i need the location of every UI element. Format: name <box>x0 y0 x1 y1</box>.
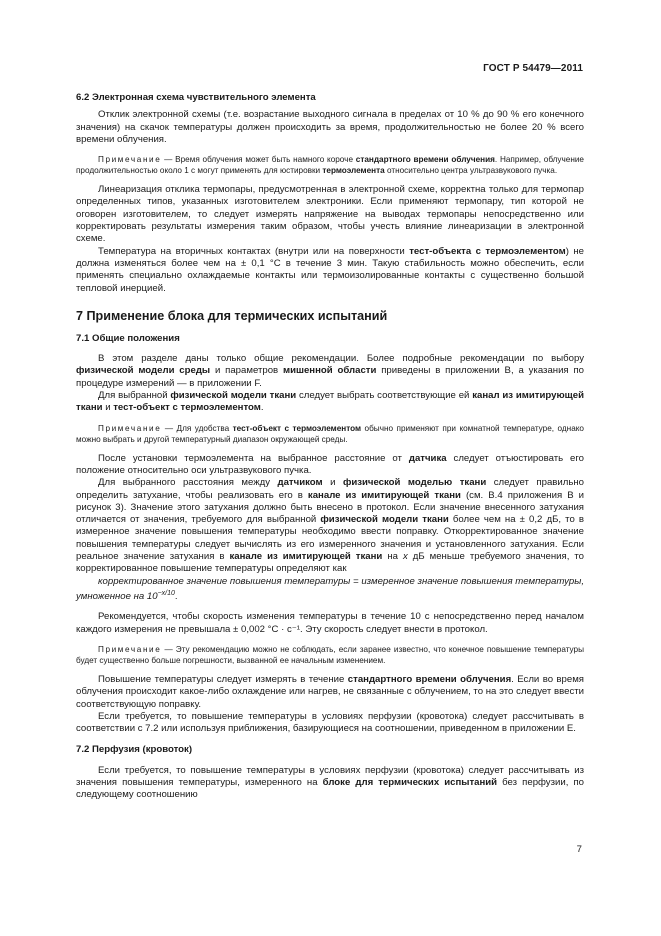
term: физической модели ткани <box>170 390 297 402</box>
term: тест-объект с термоэлементом <box>113 402 261 414</box>
text: приведены в приложении В, а указания по процедуре измерений — в приложении F. <box>76 365 584 389</box>
paragraph: Если требуется, то повышение температуры в условиях перфузии (кровотока) следует рассчитывать в соответствии с 7.2 или используя приближения, базирующиеся на соотношении, приведенном в приложении Е. <box>76 710 584 735</box>
paragraph <box>76 674 584 711</box>
note <box>76 644 584 666</box>
text: Если требуется, то повышение температуры в условиях перфузии (кровотока) следует рассчитывать из значения повышения температуры, измеренного на <box>76 764 584 789</box>
text: . <box>260 402 264 414</box>
paragraph <box>76 246 584 295</box>
text: на <box>382 551 403 563</box>
text: Повышение температуры следует измерять в течение <box>98 673 348 685</box>
term: мишенной области <box>282 365 377 377</box>
text: следует правильно определить затухание, чтобы реализовать его в <box>76 477 584 501</box>
doc-code: ГОСТ Р 54479—2011 <box>483 63 583 74</box>
paragraph <box>76 477 584 575</box>
text: и <box>322 477 343 489</box>
note-text: . Например, облучение продолжительностью около 1 с могут применять для юстировки <box>76 155 584 176</box>
text: следует отъюстировать его положение относительно оси ультразвукового пучка. <box>76 452 584 476</box>
section-6-2-title: 6.2 Электронная схема чувствительного элемента <box>76 92 316 103</box>
term: канале из имитирующей ткани <box>307 489 461 501</box>
term: физической моделью ткани <box>342 477 487 489</box>
term: датчика <box>408 452 447 464</box>
paragraph <box>76 453 584 478</box>
term: тест-объект с термоэлементом <box>232 423 362 433</box>
term: тест-объекта с термоэлементом <box>409 245 566 257</box>
text: . <box>174 591 178 603</box>
section-7-2-title: 7.2 Перфузия (кровоток) <box>76 744 193 756</box>
note-text: — Время облучения может быть намного короче <box>161 155 356 165</box>
section-7-1-title: 7.1 Общие положения <box>76 332 180 344</box>
text: Температура на вторичных контактах (внутри или на поверхности <box>98 245 410 257</box>
note-text: обычно применяют при комнатной температуре, однако можно выбрать и другой температурный диапазон окружающей среды. <box>76 423 584 444</box>
text: Для выбранного расстояния между <box>98 477 278 489</box>
text: ) не должна изменяться более чем на ± 0,1 °С в течение 3 мин. Такую стабильность можно обеспечить, если применять специально охлаждаемые контакты или термоизолированные контакты с существенно большой тепловой инерцией. <box>76 245 585 294</box>
text: В этом разделе даны только общие рекомендации. Более подробные рекомендации по выбору <box>98 353 584 365</box>
term: блоке для термических испытаний <box>322 777 498 789</box>
text: и параметров <box>210 365 283 377</box>
paragraph <box>76 353 584 390</box>
text: и <box>102 402 114 414</box>
variable: x <box>402 551 408 563</box>
paragraph: Отклик электронной схемы (т.е. возрастание выходного сигнала в пределах от 10 % до 90 % его конечного значения) на скачок температуры должен происходить за время, продолжительностью не более 20 % всего времени облучения. <box>76 109 584 145</box>
text: Для выбранной <box>98 390 171 402</box>
note <box>76 423 584 445</box>
text: более чем на ± 0,2 дБ, то в измеренное значение повышения температуры необходимо ввести поправку. Откорректированное значение повышения температуры следует вычислять из его измеренного значения и установленного затухания. Если реальное значение затухания в <box>76 514 584 563</box>
paragraph <box>76 390 584 415</box>
section-7-title: 7 Применение блока для термических испытаний <box>76 308 388 323</box>
note <box>76 154 584 176</box>
note-label: Примечание <box>98 644 162 654</box>
term: стандартного времени облучения <box>347 673 512 685</box>
formula-text: корректированное значение повышения температуры = измеренное значение повышения температуры, умноженное на 10 <box>76 575 584 603</box>
text: дБ меньше требуемого значения, то корректированное повышение температуры определяют как <box>76 551 584 575</box>
note-label: Примечание <box>98 155 162 165</box>
paragraph: Линеаризация отклика термопары, предусмотренная в электронной схеме, корректна только для термопар определенных типов, указанных изготовителем электроники. Если применяют термопару, тип которой не оговорен изготовителем, то следует измерять напряжение на выводах термопары непосредственно или корректировать результаты измерения таким образом, чтобы учесть влияние линеаризации в электронной схеме. <box>76 184 584 245</box>
term: стандартного времени облучения <box>355 155 495 165</box>
note-text: относительно центра ультразвукового пучка. <box>384 166 558 176</box>
term: физической модели ткани <box>320 514 449 526</box>
page-content <box>76 92 584 802</box>
paragraph: Рекомендуется, чтобы скорость изменения температуры в течение 10 с непосредственно перед началом каждого измерения не превышала ± 0,002 °С · с⁻¹. Эту скорость следует внести в протокол. <box>76 611 584 635</box>
term: датчиком <box>277 477 323 489</box>
text: . Если во время облучения происходит какое-либо охлаждение или нагрев, не связанные с облучением, то на это следует ввести соответствующую поправку. <box>76 673 584 710</box>
formula <box>76 576 584 604</box>
note-label: Примечание <box>98 423 162 433</box>
note-text: — Эту рекомендацию можно не соблюдать, если заранее известно, что конечное повышение температуры будет существенно больше погрешности, вызванной ее начальным изменением. <box>76 644 584 665</box>
text: следует выбрать соответствующие ей <box>296 390 473 402</box>
text: После установки термоэлемента на выбранное расстояние от <box>98 452 409 464</box>
page-number: 7 <box>576 844 582 855</box>
term: термоэлемента <box>322 166 385 176</box>
term: канал из имитирующей ткани <box>76 390 584 414</box>
term: канале из имитирующей ткани <box>229 551 383 563</box>
paragraph <box>76 765 584 802</box>
text: без перфузии, по следующему соотношению <box>76 777 584 801</box>
term: физической модели среды <box>76 365 211 377</box>
text: (см. В.4 приложения В и рисунок 3). Значение этого затухания должно быть внесено в протокол. Если значение внесенного затухания отличается от значения, требуемого для выбранной <box>76 489 585 526</box>
note-text: — Для удобства <box>161 423 233 433</box>
formula-exponent: −x/10 <box>157 589 175 597</box>
